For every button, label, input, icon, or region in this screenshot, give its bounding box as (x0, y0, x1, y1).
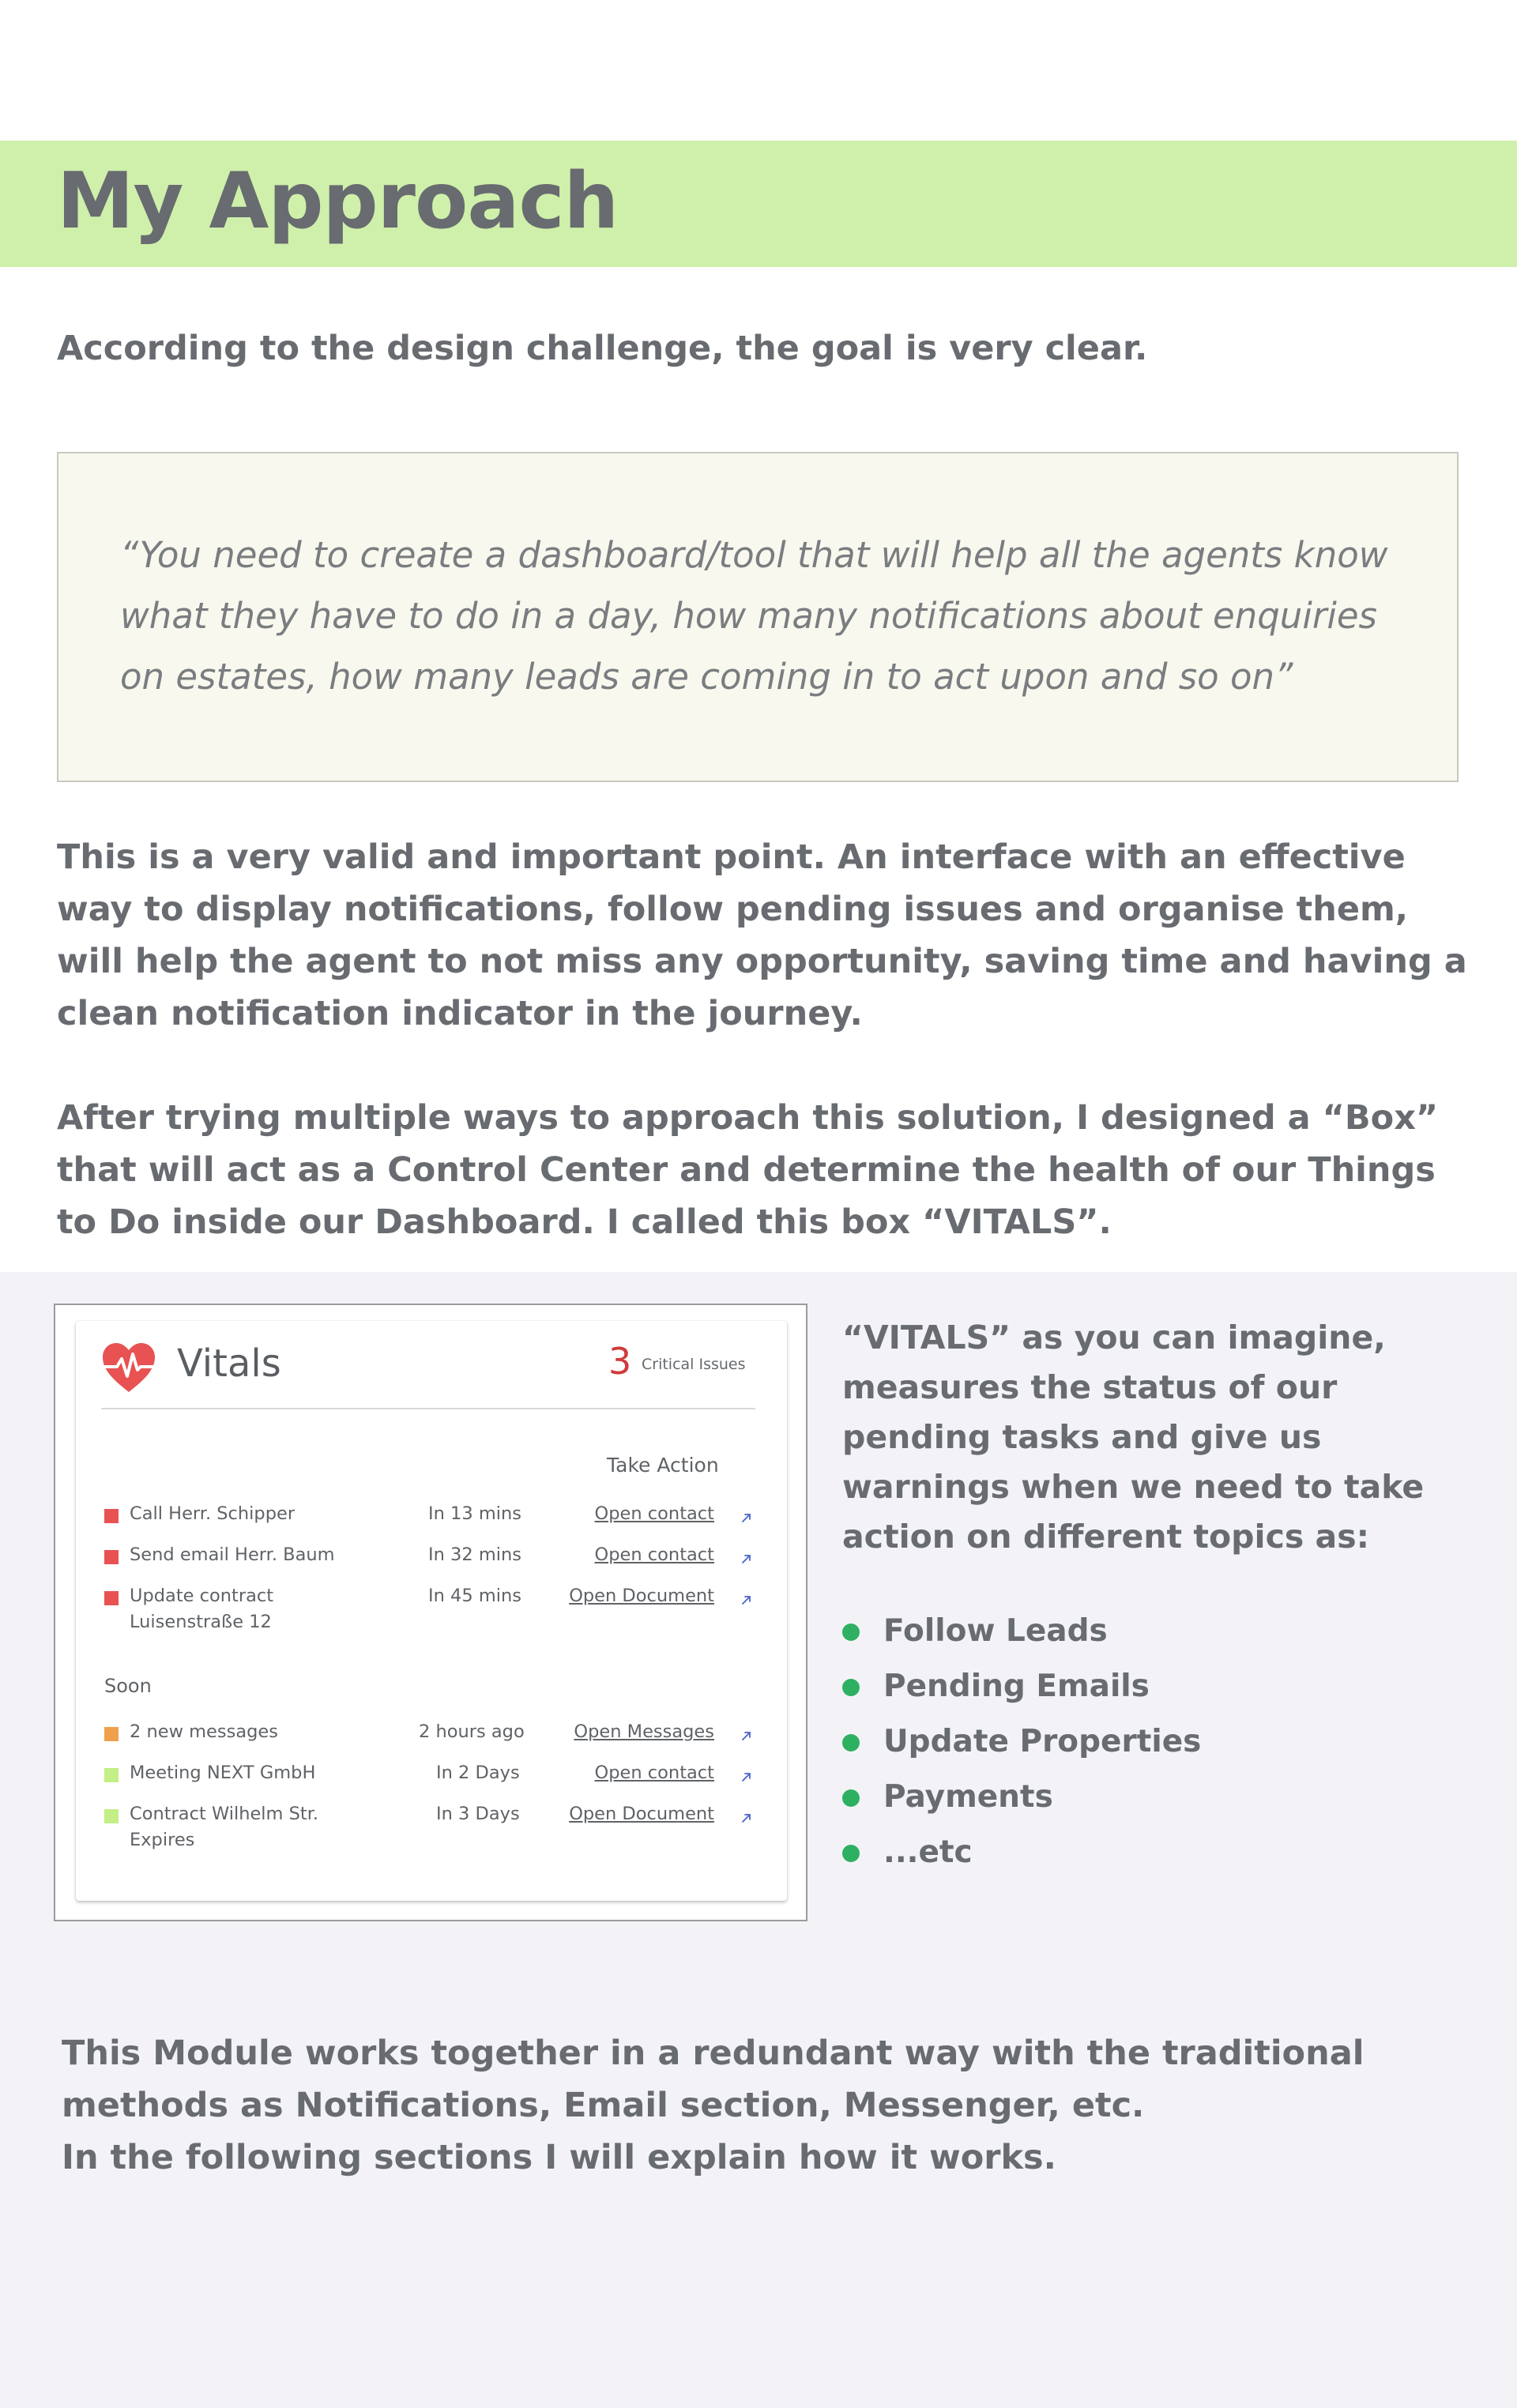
closing-line-1: This Module works together in a redundant way with the traditional methods as Notifications, Email section, Messenger, etc. (62, 2034, 1365, 2125)
vitals-title: Vitals (177, 1341, 281, 1386)
topic-label: Follow Leads (883, 1613, 1108, 1649)
topics-list (842, 1604, 1201, 1880)
task-action-link[interactable]: Open Document (569, 1586, 714, 1606)
topic-item (842, 1714, 1201, 1770)
bullet-dot (842, 1734, 860, 1751)
bullet-dot (842, 1845, 860, 1862)
bullet-dot (842, 1789, 860, 1807)
topic-label: ...etc (883, 1834, 973, 1870)
task-text: Meeting NEXT GmbH (130, 1763, 316, 1783)
task-time: In 3 Days (436, 1804, 520, 1824)
task-time: 2 hours ago (419, 1721, 525, 1742)
status-indicator (104, 1550, 119, 1564)
task-row (104, 1801, 760, 1849)
task-action-link[interactable]: Open contact (594, 1545, 714, 1565)
task-row (104, 1583, 760, 1631)
task-time: In 13 mins (428, 1503, 521, 1524)
topic-label: Pending Emails (883, 1669, 1150, 1704)
arrow-up-right-icon[interactable] (738, 1809, 755, 1827)
task-row (104, 1719, 760, 1766)
arrow-up-right-icon[interactable] (738, 1727, 755, 1744)
task-time: In 32 mins (428, 1545, 521, 1565)
task-action-link[interactable]: Open contact (594, 1763, 714, 1783)
vitals-card (76, 1321, 787, 1901)
arrow-up-right-icon[interactable] (738, 1509, 755, 1526)
page-title: My Approach (57, 156, 619, 246)
paragraph-1: This is a very valid and important point. An interface with an effective way to display notifications, follow pending issues and organise them, will help the agent to not miss any opportunity, saving time and having a clean notification indicator in the journey. (57, 837, 1467, 1033)
paragraph-2: After trying multiple ways to approach this solution, I designed a “Box” that will act as a Control Center and determine the health of our Things to Do inside our Dashboard. I called this box “VITALS”. (57, 1098, 1439, 1242)
quote-box (57, 452, 1459, 782)
vitals-screenshot-frame (54, 1304, 807, 1921)
topic-item (842, 1659, 1201, 1714)
bullet-dot (842, 1679, 860, 1696)
task-action-link[interactable]: Open Document (569, 1804, 714, 1824)
status-indicator (104, 1768, 119, 1782)
quote-text: “You need to create a dashboard/tool that will help all the agents know what they have to do in a day, how many notifications about enquiries on estates, how many leads are coming in to act upon and so on” (120, 534, 1388, 698)
critical-label: Critical Issues (642, 1356, 746, 1373)
topic-item (842, 1604, 1201, 1659)
topic-item (842, 1825, 1201, 1880)
task-text: Update contract Luisenstraße 12 (130, 1586, 274, 1632)
task-row (104, 1501, 760, 1548)
closing-line-2: In the following sections I will explain how it works. (62, 2138, 1056, 2177)
status-indicator (104, 1809, 119, 1823)
take-action-heading: Take Action (607, 1454, 719, 1477)
task-text: Call Herr. Schipper (130, 1503, 295, 1524)
status-indicator (104, 1509, 119, 1523)
divider (101, 1408, 755, 1409)
topic-label: Payments (883, 1779, 1053, 1815)
status-indicator (104, 1591, 119, 1605)
status-indicator (104, 1727, 119, 1741)
vitals-description: “VITALS” as you can imagine, measures the status of our pending tasks and give us warnings when we need to take action on different topics as: (842, 1319, 1425, 1556)
task-time: In 2 Days (436, 1763, 520, 1783)
arrow-up-right-icon[interactable] (738, 1591, 755, 1608)
task-row (104, 1760, 760, 1808)
soon-heading: Soon (104, 1675, 152, 1697)
bullet-dot (842, 1624, 860, 1641)
task-action-link[interactable]: Open contact (594, 1503, 714, 1524)
task-text: 2 new messages (130, 1721, 278, 1742)
arrow-up-right-icon[interactable] (738, 1550, 755, 1567)
topic-label: Update Properties (883, 1724, 1202, 1759)
task-action-link[interactable]: Open Messages (574, 1721, 714, 1742)
task-text: Contract Wilhelm Str. Expires (130, 1804, 319, 1850)
task-row (104, 1542, 760, 1590)
critical-count: 3 (608, 1340, 632, 1383)
intro-text: According to the design challenge, the goal is very clear. (57, 329, 1148, 368)
header-banner (0, 141, 1517, 267)
closing-text (62, 2027, 1484, 2184)
task-time: In 45 mins (428, 1586, 521, 1606)
heart-pulse-icon (101, 1341, 156, 1394)
topic-item (842, 1770, 1201, 1825)
arrow-up-right-icon[interactable] (738, 1768, 755, 1785)
task-text: Send email Herr. Baum (130, 1545, 335, 1565)
